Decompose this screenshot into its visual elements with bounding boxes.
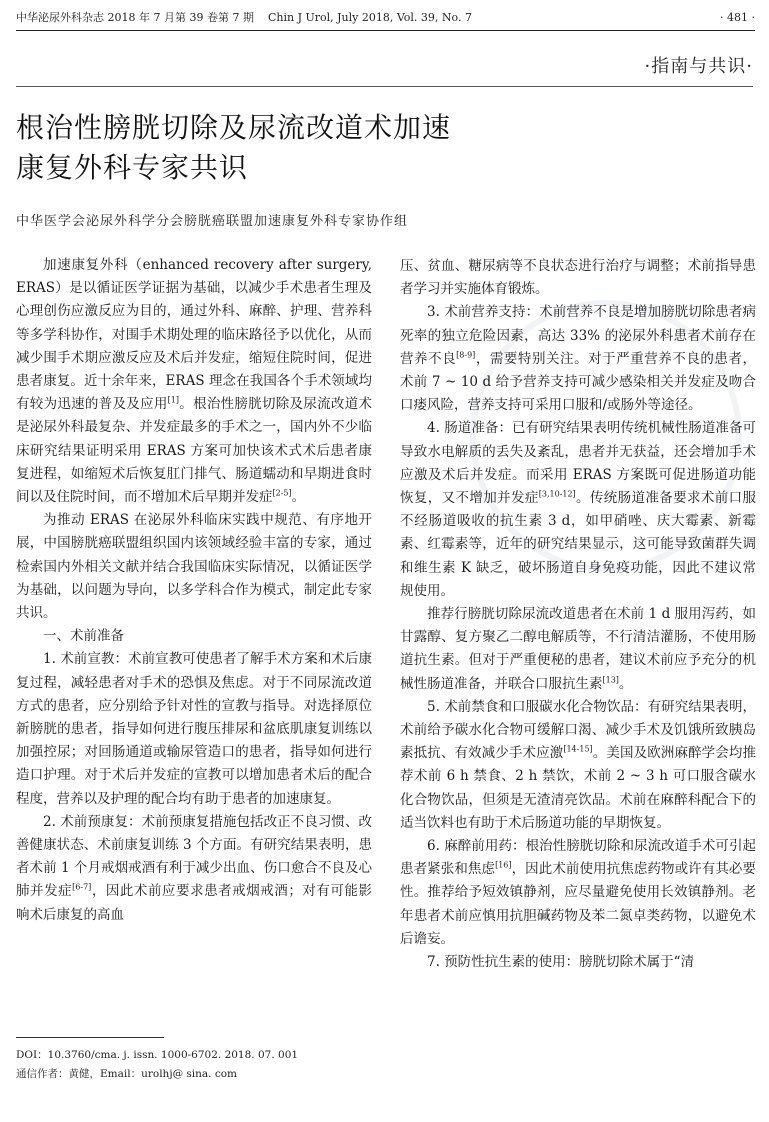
paragraph-education: 1. 术前宣教：术前宣教可使患者了解手术方案和术后康复过程，减轻患者对手术的恐惧及焦虑。对于不同尿流改道方式的患者，应分别给予针对性的宣教与指导。对选择原位新膀胱的患者，指导如何进行腹压排尿和盆底肌康复训练以加强控尿；对回肠通道或输尿管造口的患者，指导如何进行造口护理。对于术后并发症的宣教可以增加患者术后的配合程度，营养以及护理的配合均有助于患者的加速康复。 xyxy=(16,651,372,807)
citation-ref[interactable]: [3,10-12] xyxy=(538,489,576,499)
paragraph-purpose: 为推动 ERAS 在泌尿外科临床实践中规范、有序地开展，中国膀胱癌联盟组织国内该领域经验丰富的专家，通过检索国内外相关文献并结合我国临床实际情况，以循证医学为基础，以问题为导向，以多学科合作为模式，制定此专家共识。 xyxy=(16,512,372,622)
citation-ref[interactable]: [2-5] xyxy=(272,488,292,498)
header-divider xyxy=(16,86,753,87)
doi-line[interactable]: DOI：10.3760/cma. j. issn. 1000-6702. 2018. 07. 001 xyxy=(16,1049,299,1061)
running-header xyxy=(16,8,755,31)
citation-ref[interactable]: [16] xyxy=(495,860,512,870)
citation-ref[interactable]: [13] xyxy=(602,675,619,685)
paragraph-nutrition: 3. 术前营养支持：术前营养不良是增加膀胱切除患者病死率的独立危险因素，高达 33% 的泌尿外科患者术前存在营养不良[8-9]，需要特别关注。对于严重营养不良的患者，术前 7 ~ 10 d 给予营养支持可减少感染相关并发症及吻合口瘘风险，营养支持可采用口服和/或肠外等途径。 xyxy=(400,304,757,414)
citation-ref[interactable]: [14-15] xyxy=(563,744,593,754)
journal-citation xyxy=(16,8,486,30)
paragraph-intro: 加速康复外科（enhanced recovery after surgery, ERAS）是以循证医学证据为基础，以减少手术患者生理及心理创伤应激反应为目的，通过外科、麻醉、护理、营养科等多学科协作，对围手术期处理的临床路径予以优化，从而减少围手术期应激反应及术后并发症，缩短住院时间，促进患者康复。近十余年来，ERAS 理念在我国各个手术领域均有较为迅速的普及及应用[1]。根治性膀胱切除及尿流改道术是泌尿外科最复杂、并发症最多的手术之一，国内外不少临床研究结果证明采用 ERAS 方案可加快该术式术后患者康复进程，如缩短术后恢复肛门排气、肠道蠕动和早期进食时间以及住院时间，而不增加术后早期并发症[2-5]。 xyxy=(16,257,373,506)
paragraph-prehab: 2. 术前预康复：术前预康复措施包括改正不良习惯、改善健康状态、术前康复训练 3 个方面。有研究结果表明，患者术前 1 个月戒烟戒酒有利于减少出血、伤口愈合不良及心肺并发症[6-7]，因此术前应要求患者戒烟戒酒；对有可能影响术后康复的高血 xyxy=(16,813,373,923)
citation-ref[interactable]: [8-9] xyxy=(456,350,476,360)
paper-title xyxy=(16,108,616,188)
paragraph-premedication: 6. 麻醉前用药：根治性膀胱切除和尿流改道手术可引起患者紧张和焦虑[16]，因此术前使用抗焦虑药物或许有其必要性。推荐给予短效镇静剂，应尽量避免使用长效镇静剂。老年患者术前应慎用抗胆碱药物及苯二氮卓类药物，以避免术后谵妄。 xyxy=(400,838,757,947)
paragraph-antibiotics: 7. 预防性抗生素的使用：膀胱切除术属于“清 xyxy=(427,954,695,971)
section-heading: 一、术前准备 xyxy=(43,628,124,645)
author-group: 中华医学会泌尿外科学分会膀胱癌联盟加速康复外科专家协作组 xyxy=(16,214,409,229)
corresponding-author[interactable]: 通信作者：黄健，Email：urolhj@ sina. com xyxy=(16,1068,238,1080)
paragraph-fasting: 5. 术前禁食和口服碳水化合物饮品：有研究结果表明，术前给予碳水化合物可缓解口渴、减少手术及饥饿所致胰岛素抵抗、有效减少手术应激[14-15]。美国及欧洲麻醉学会均推荐术前 6 h 禁食、2 h 禁饮，术前 2 ~ 3 h 可口服含碳水化合物饮品，但须是无渣清亮饮品。术前在麻醉科配合下的适当饮料也有助于术后肠道功能的早期恢复。 xyxy=(400,698,756,831)
section-tag: ·指南与共识· xyxy=(644,56,753,77)
title-line-1: 根治性膀胱切除及尿流改道术加速 xyxy=(16,111,452,144)
page-number: · 481 · xyxy=(720,11,755,24)
journal-name-cn: 中华泌尿外科杂志 2018 年 7 月第 39 卷第 7 期 xyxy=(16,11,254,24)
right-column xyxy=(400,255,756,974)
footnotes xyxy=(16,1046,298,1084)
journal-name-en: Chin J Urol, July 2018, Vol. 39, No. 7 xyxy=(267,11,472,24)
left-column xyxy=(16,254,372,927)
paragraph-bowel-prep: 4. 肠道准备：已有研究结果表明传统机械性肠道准备可导致水电解质的丢失及紊乱，患者并无获益，还会增加手术应激及术后并发症。而采用 ERAS 方案既可促进肠道功能恢复，又不增加并发症[3,10-12]。传统肠道准备要求术前口服不经肠道吸收的抗生素 3 d，如甲硝唑、庆大霉素、新霉素、红霉素等，近年的研究结果显示，这可能导致菌群失调和维生素 K 缺乏，破坏肠道自身免疫功能，因此不建议常规使用。 xyxy=(400,420,757,599)
paragraph-continued: 压、贫血、糖尿病等不良状态进行治疗与调整；术前指导患者学习并实施体育锻炼。 xyxy=(400,258,756,298)
title-line-2: 康复外科专家共识 xyxy=(16,151,249,184)
paragraph-bowel-recommend: 推荐行膀胱切除尿流改道患者在术前 1 d 服用泻药，如甘露醇、复方聚乙二醇电解质等，不行清洁灌肠，不使用肠道抗生素。但对于严重便秘的患者，建议术前应予充分的机械性肠道准备，并联合口服抗生素[13]。 xyxy=(400,606,756,692)
citation-ref[interactable]: [1] xyxy=(167,395,179,405)
citation-ref[interactable]: [6-7] xyxy=(72,882,92,892)
footnote-divider xyxy=(16,1037,164,1038)
